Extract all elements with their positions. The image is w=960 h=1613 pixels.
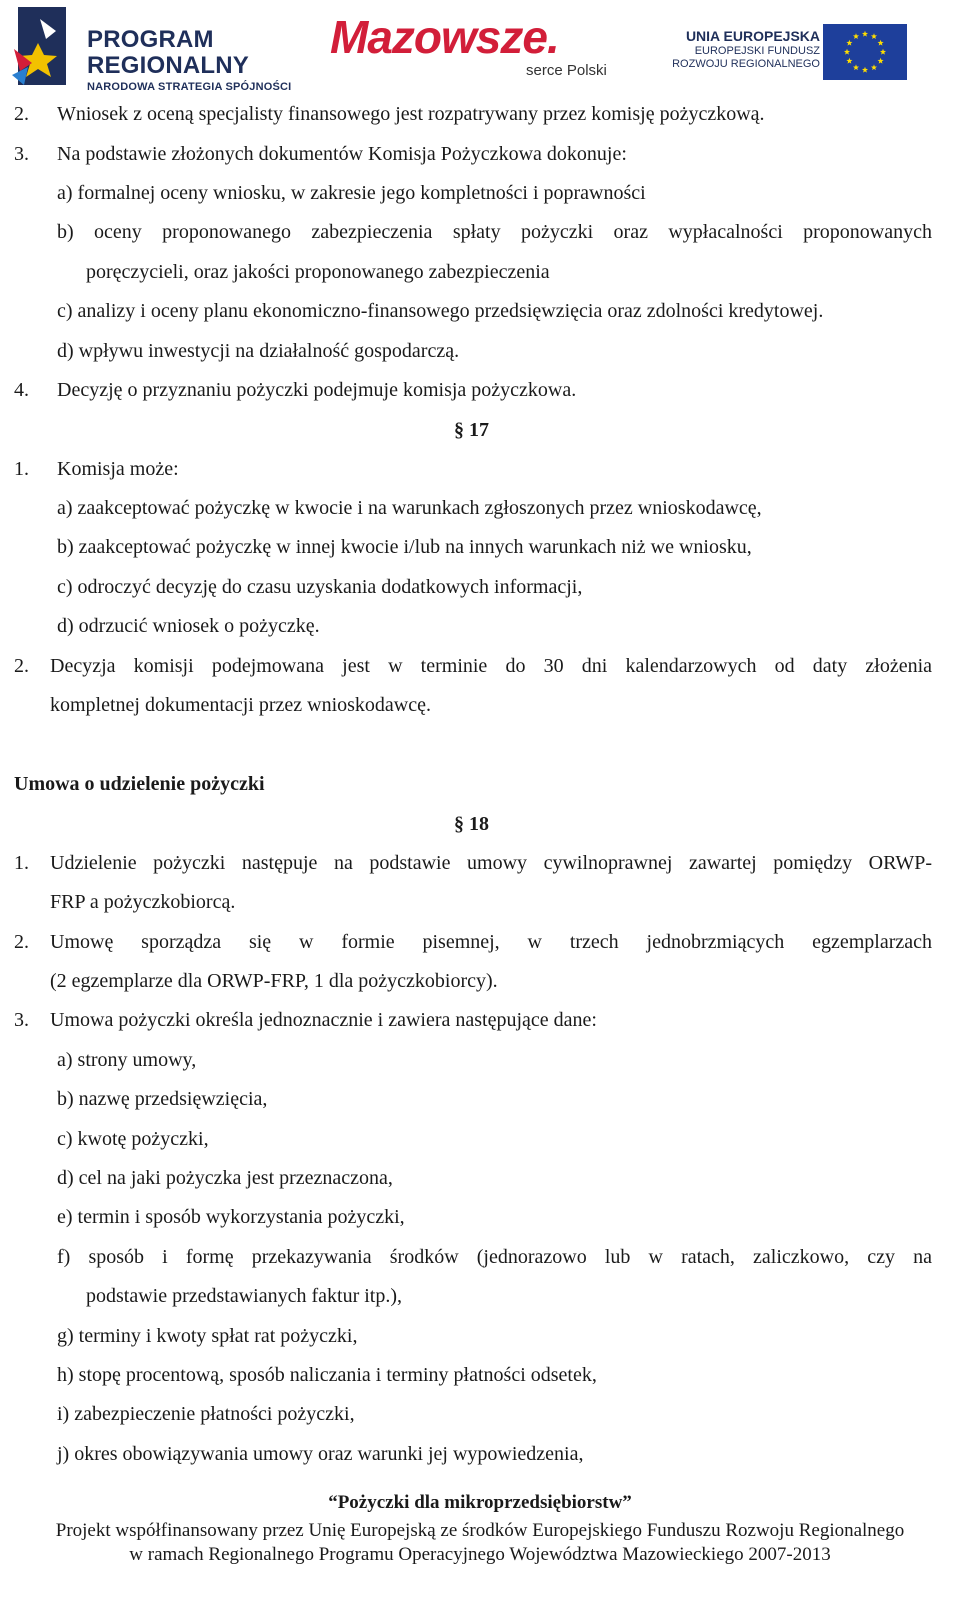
eu-line3: ROZWOJU REGIONALNEGO	[672, 58, 820, 70]
footer-line2: w ramach Regionalnego Programu Operacyjnego Województwa Mazowieckiego 2007-2013	[129, 1544, 831, 1565]
section-number-17: § 17	[454, 419, 489, 441]
item-number: 2.	[14, 655, 29, 677]
item-number: 3.	[14, 1009, 29, 1031]
list-item: c) kwotę pożyczki,	[57, 1128, 209, 1150]
list-item: b) zaakceptować pożyczkę w innej kwocie i/lub na innych warunkach niż we wniosku,	[57, 536, 752, 558]
paragraph-text: Decyzja komisji podejmowana jest w terminie do 30 dni kalendarzowych od daty złożenia	[50, 655, 932, 677]
paragraph-text: Udzielenie pożyczki następuje na podstawie umowy cywilnoprawnej zawartej pomiędzy ORWP-	[50, 852, 932, 874]
paragraph-text: Umowa pożyczki określa jednoznacznie i zawiera następujące dane:	[50, 1009, 597, 1031]
section-heading: Umowa o udzielenie pożyczki	[14, 773, 265, 795]
eu-flag-icon	[823, 24, 907, 80]
eu-line2: EUROPEJSKI FUNDUSZ	[694, 45, 820, 57]
footer-title: “Pożyczki dla mikroprzedsiębiorstw”	[328, 1492, 632, 1513]
list-item: b) oceny proponowanego zabezpieczenia spłaty pożyczki oraz wypłacalności proponowanych	[57, 221, 932, 243]
item-number: 2.	[14, 931, 29, 953]
list-item: a) formalnej oceny wniosku, w zakresie jego kompletności i poprawności	[57, 182, 646, 204]
program-line1: PROGRAM	[87, 26, 214, 53]
footer-line1: Projekt współfinansowany przez Unię Europejską ze środków Europejskiego Funduszu Rozwoju Regionalnego	[55, 1520, 905, 1541]
eu-line1: UNIA EUROPEJSKA	[685, 28, 820, 44]
star-emblem-icon	[10, 5, 72, 91]
paragraph-text: Umowę sporządza się w formie pisemnej, w trzech jednobrzmiących egzemplarzach	[50, 931, 932, 953]
list-item: a) strony umowy,	[57, 1049, 197, 1071]
mazowsze-logo	[330, 10, 620, 90]
paragraph-continuation: FRP a pożyczkobiorcą.	[50, 891, 236, 913]
item-number: 1.	[14, 458, 29, 480]
page-header	[0, 0, 960, 100]
list-item: d) odrzucić wniosek o pożyczkę.	[57, 615, 320, 637]
list-item: c) analizy i oceny planu ekonomiczno-finansowego przedsięwzięcia oraz zdolności kredytowej.	[57, 300, 824, 322]
program-line2: REGIONALNY	[87, 52, 250, 79]
list-item: a) zaakceptować pożyczkę w kwocie i na warunkach zgłoszonych przez wnioskodawcę,	[57, 497, 762, 519]
list-item: d) cel na jaki pożyczka jest przeznaczona,	[57, 1167, 393, 1189]
list-item-continuation: poręczycieli, oraz jakości proponowanego zabezpieczenia	[86, 261, 550, 283]
list-item: i) zabezpieczenie płatności pożyczki,	[57, 1403, 355, 1425]
paragraph-text: Komisja może:	[57, 458, 179, 480]
list-item: b) nazwę przedsięwzięcia,	[57, 1088, 268, 1110]
list-item: c) odroczyć decyzję do czasu uzyskania dodatkowych informacji,	[57, 576, 583, 598]
list-item: j) okres obowiązywania umowy oraz warunki jej wypowiedzenia,	[57, 1443, 584, 1465]
list-item: f) sposób i formę przekazywania środków (jednorazowo lub w ratach, zaliczkowo, czy na	[57, 1246, 932, 1268]
mazowsze-wordmark: Mazowsze.	[330, 11, 559, 63]
item-number: 4.	[14, 379, 29, 401]
program-regionalny-logo	[10, 5, 310, 95]
list-item-continuation: podstawie przedstawianych faktur itp.),	[86, 1285, 403, 1307]
eu-logo	[660, 16, 910, 86]
paragraph-continuation: (2 egzemplarze dla ORWP-FRP, 1 dla pożyczkobiorcy).	[50, 970, 498, 992]
list-item: g) terminy i kwoty spłat rat pożyczki,	[57, 1325, 358, 1347]
paragraph-text: Decyzję o przyznaniu pożyczki podejmuje komisja pożyczkowa.	[57, 379, 577, 401]
program-line3: NARODOWA STRATEGIA SPÓJNOŚCI	[87, 81, 292, 93]
paragraph-text: Wniosek z oceną specjalisty finansowego jest rozpatrywany przez komisję pożyczkową.	[57, 103, 765, 125]
item-number: 1.	[14, 852, 29, 874]
paragraph-continuation: kompletnej dokumentacji przez wnioskodawcę.	[50, 694, 431, 716]
list-item: h) stopę procentową, sposób naliczania i terminy płatności odsetek,	[57, 1364, 597, 1386]
item-number: 3.	[14, 143, 29, 165]
mazowsze-tagline: serce Polski	[526, 62, 607, 79]
section-number-18: § 18	[454, 813, 489, 835]
list-item: e) termin i sposób wykorzystania pożyczki,	[57, 1206, 405, 1228]
item-number: 2.	[14, 103, 29, 125]
paragraph-text: Na podstawie złożonych dokumentów Komisja Pożyczkowa dokonuje:	[57, 143, 627, 165]
list-item: d) wpływu inwestycji na działalność gospodarczą.	[57, 340, 460, 362]
